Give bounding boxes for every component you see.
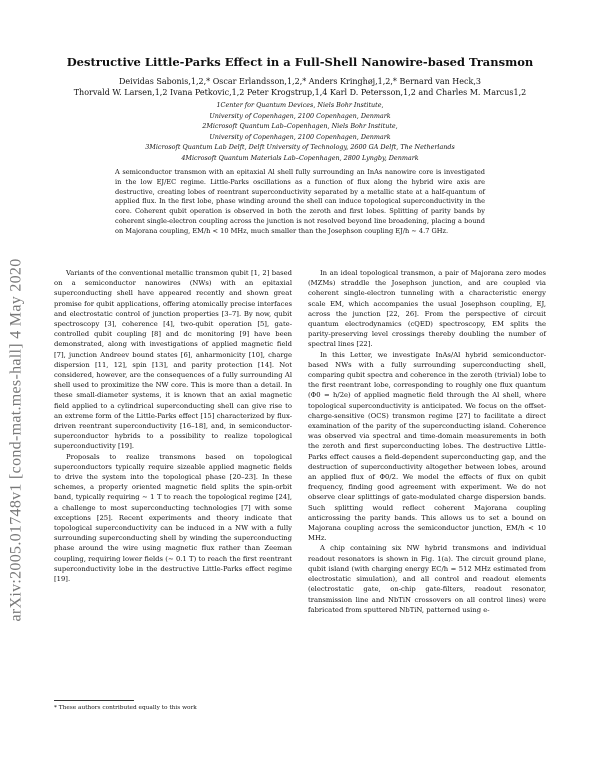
paragraph: In this Letter, we investigate InAs/Al hybrid semiconductor-based NWs with a fully surrounding superconducting shell, comparing qubit spectra and coherence in the zeroth (trivial) lobe to the first reentrant lobe, corresponding to roughly one flux quantum (Φ0 = h/2e) of applied magnetic field through the Al shell, where topological superconductivity is anticipated. We focus on the offset-charge-sensitive (OCS) transmon regime [27] to facilitate a direct examination of the parity of the superconducting island. Coherence was observed via spectral and time-domain measurements in both the zeroth and first superconducting lobes. The destructive Little-Parks effect causes a field-dependent superconducting gap, and the destruction of superconductivity altogether between lobes, around an applied flux of Φ0/2. We model the effects of flux on qubit frequency, finding good agreement with experiment. We do not observe clear splittings of gate-modulated charge dispersion bands. Such splitting would reflect coherent Majorana coupling anticrossing the parity bands. This allows us to set a bound on Majorana coupling across the semiconductor junction, EM/h < 10 MHz. (308, 350, 546, 543)
footnote: * These authors contributed equally to this work (54, 705, 197, 711)
paragraph: In an ideal topological transmon, a pair of Majorana zero modes (MZMs) straddle the Josephson junction, and are coupled via coherent single-electron tunneling with a characteristic energy scale EM, which accompanies the usual Josephson coupling, EJ, across the junction [22, 26]. From the perspective of circuit quantum electrodynamics (cQED) spectroscopy, EM splits the parity-preserving level crossings thereby doubling the number of spectral lines [22]. (308, 269, 546, 349)
affiliation-line: 3Microsoft Quantum Lab Delft, Delft University of Technology, 2600 GA Delft, The Netherlands (145, 143, 455, 151)
affiliations (60, 100, 540, 163)
footnote-divider (54, 700, 134, 701)
author-line-1: Deividas Sabonis,1,2,* Oscar Erlandsson,1,2,* Anders Kringhøj,1,2,* Bernard van Heck,3 (119, 77, 481, 86)
arxiv-id-text: arXiv:2005.01748v1 [cond-mat.mes-hall] 4 May 2020 (8, 258, 26, 622)
paragraph: Variants of the conventional metallic transmon qubit [1, 2] based on a semiconductor nanowires (NWs) with an epitaxial superconducting shell have appeared recently and shown great promise for qubit applications, offering atomically precise interfaces and electrostatic control of junction properties [3–7]. By now, qubit spectroscopy [3], coherence [4], two-qubit operation [5], gate-controlled qubit coupling [8] and dc monitoring [9] have been demonstrated, along with investigations of applied magnetic field [7], junction Andreev bound states [6], anharmonicity [10], charge dispersion [11, 12], spin [13], and parity protection [14]. Not considered, however, are the consequences of a fully surrounding Al shell used to proximitize the NW core. This is more than a detail. In these small-diameter systems, it is known that an axial magnetic field applied to a cylindrical superconducting shell can give rise to an extreme form of the Little-Parks effect [15] characterized by flux-driven reentrant superconductivity [16–18], and, in semiconductor-superconductor hybrids to a possibility to realize topological superconductivity [19]. (54, 269, 292, 451)
author-list (60, 76, 540, 98)
paper-title: Destructive Little-Parks Effect in a Full-Shell Nanowire-based Transmon (66, 55, 534, 69)
paragraph: A chip containing six NW hybrid transmons and individual readout resonators is shown in Fig. 1(a). The circuit ground plane, qubit island (with charging energy EC/h = 512 MHz estimated from electrostatic simulation), and all control and readout elements (electrostatic gate, on-chip gate-filters, readout resonator, transmission line and NbTiN crossovers on all control lines) were fabricated from sputtered NbTiN, patterned using e- (308, 544, 546, 614)
affiliation-line: 2Microsoft Quantum Lab–Copenhagen, Niels Bohr Institute, (202, 122, 398, 130)
paragraph: Proposals to realize transmons based on topological superconductors typically require sizeable applied magnetic fields to drive the system into the topological phase [20–23]. In these schemes, a properly oriented magnetic field splits the spin-orbit band, typically requiring ∼ 1 T to reach the topological regime [24], a challenge to most superconducting technologies [7] with some exceptions [25]. Recent experiments and theory indicate that topological superconductivity can be induced in a NW with a fully surrounding superconducting shell by winding the superconducting phase around the wire using magnetic flux rather than Zeeman coupling, requiring lower fields (∼ 0.1 T) to reach the first reentrant superconductivity lobe in the destructive Little-Parks effect regime [19]. (54, 452, 292, 584)
affiliation-line: 1Center for Quantum Devices, Niels Bohr Institute, (216, 101, 384, 109)
arxiv-identifier (6, 250, 28, 630)
abstract: A semiconductor transmon with an epitaxial Al shell fully surrounding an InAs nanowire core is investigated in the low EJ/EC regime. Little-Parks oscillations as a function of flux along the hybrid wire axis are destructive, creating lobes of reentrant superconductivity separated by a metallic state at a half-quantum of applied flux. In the first lobe, phase winding around the shell can induce topological superconductivity in the core. Coherent qubit operation is observed in both the zeroth and first lobes. Splitting of parity bands by coherent single-electron coupling across the junction is not resolved beyond line broadening, placing a bound on Majorana coupling, EM/h < 10 MHz, much smaller than the Josephson coupling EJ/h ∼ 4.7 GHz. (115, 168, 485, 235)
right-column (308, 268, 546, 615)
left-column (54, 268, 292, 584)
affiliation-line: University of Copenhagen, 2100 Copenhagen, Denmark (209, 111, 391, 120)
author-line-2: Thorvald W. Larsen,1,2 Ivana Petkovic,1,2 Peter Krogstrup,1,4 Karl D. Petersson,1,2 and Charles M. Marcus1,2 (73, 88, 527, 97)
affiliation-line: 4Microsoft Quantum Materials Lab–Copenhagen, 2800 Lyngby, Denmark (181, 153, 419, 162)
affiliation-line: University of Copenhagen, 2100 Copenhagen, Denmark (209, 132, 391, 141)
